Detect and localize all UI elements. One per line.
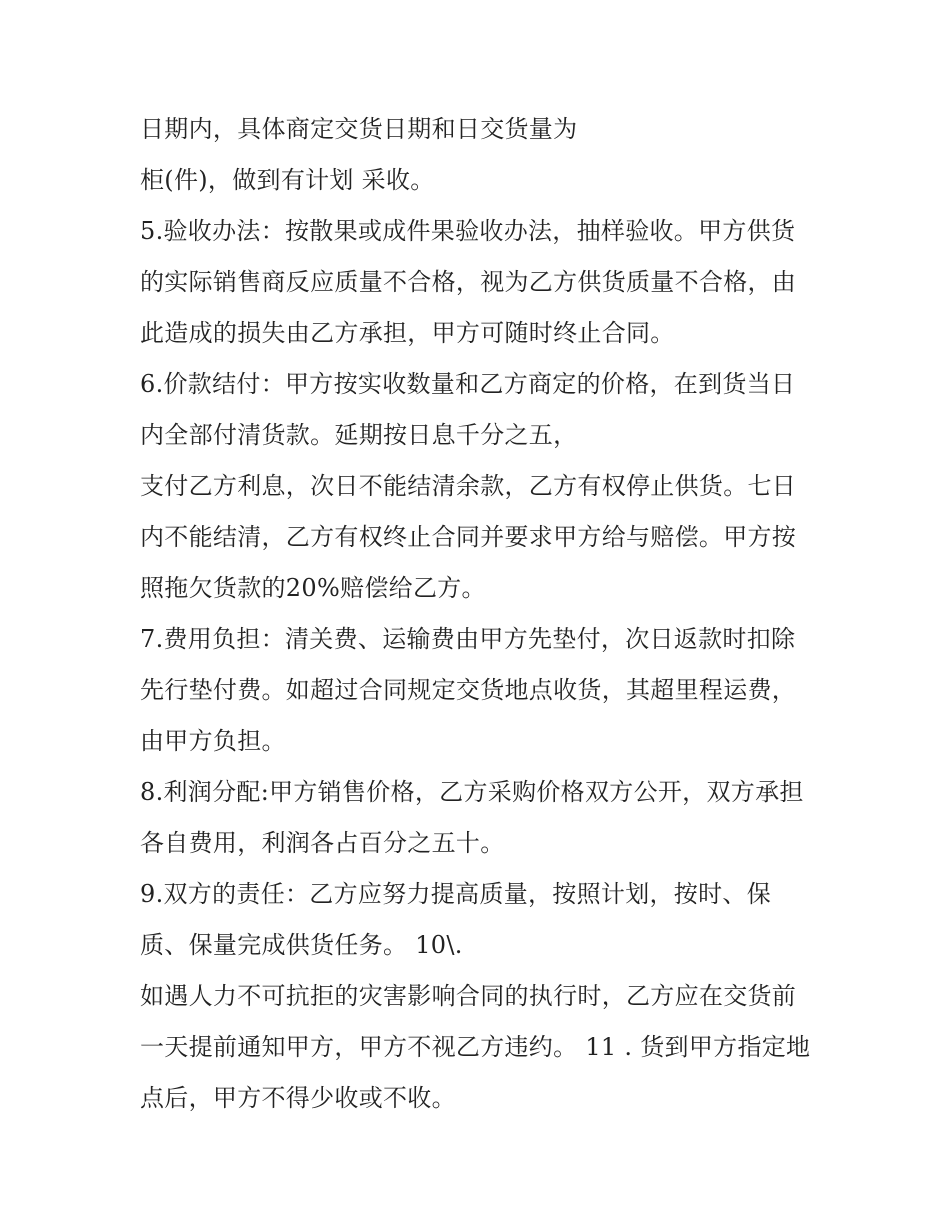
- text-line: 内全部付清货款。延期按日息千分之五，: [140, 421, 578, 449]
- clause-6-line: 6.价款结付：甲方按实收数量和乙方商定的价格，在到货当日: [140, 370, 796, 398]
- text-line: 照拖欠货款的20%赔偿给乙方。: [140, 574, 486, 602]
- clause-7-line: 7.费用负担：清关费、运输费由甲方先垫付，次日返款时扣除: [140, 625, 796, 653]
- text-line: 点后，甲方不得少收或不收。: [140, 1084, 456, 1112]
- clause-9-line: 9.双方的责任：乙方应努力提高质量，按照计划，按时、保: [140, 880, 771, 908]
- text-line: 柜(件)，做到有计划 采收。: [140, 166, 435, 194]
- text-line: 此造成的损失由乙方承担，甲方可随时终止合同。: [140, 319, 675, 347]
- text-line: 先行垫付费。如超过合同规定交货地点收货，其超里程运费，: [140, 676, 797, 704]
- text-line: 由甲方负担。: [140, 727, 286, 755]
- contract-text: [140, 104, 830, 1124]
- text-line: 一天提前通知甲方，甲方不视乙方违约。 11 . 货到甲方指定地: [140, 1033, 811, 1061]
- text-line: 内不能结清，乙方有权终止合同并要求甲方给与赔偿。甲方按: [140, 523, 797, 551]
- clause-8-line: 8.利润分配:甲方销售价格，乙方采购价格双方公开，双方承担: [140, 778, 804, 806]
- text-line: 质、保量完成供货任务。 10\.: [140, 931, 463, 959]
- text-line: 支付乙方利息，次日不能结清余款，乙方有权停止供货。七日: [140, 472, 797, 500]
- text-line: 各自费用，利润各占百分之五十。: [140, 829, 505, 857]
- text-line: 日期内，具体商定交货日期和日交货量为: [140, 115, 578, 143]
- clause-5-line: 5.验收办法：按散果或成件果验收办法，抽样验收。甲方供货: [140, 217, 796, 245]
- text-line: 如遇人力不可抗拒的灾害影响合同的执行时，乙方应在交货前: [140, 982, 797, 1010]
- text-line: 的实际销售商反应质量不合格，视为乙方供货质量不合格，由: [140, 268, 797, 296]
